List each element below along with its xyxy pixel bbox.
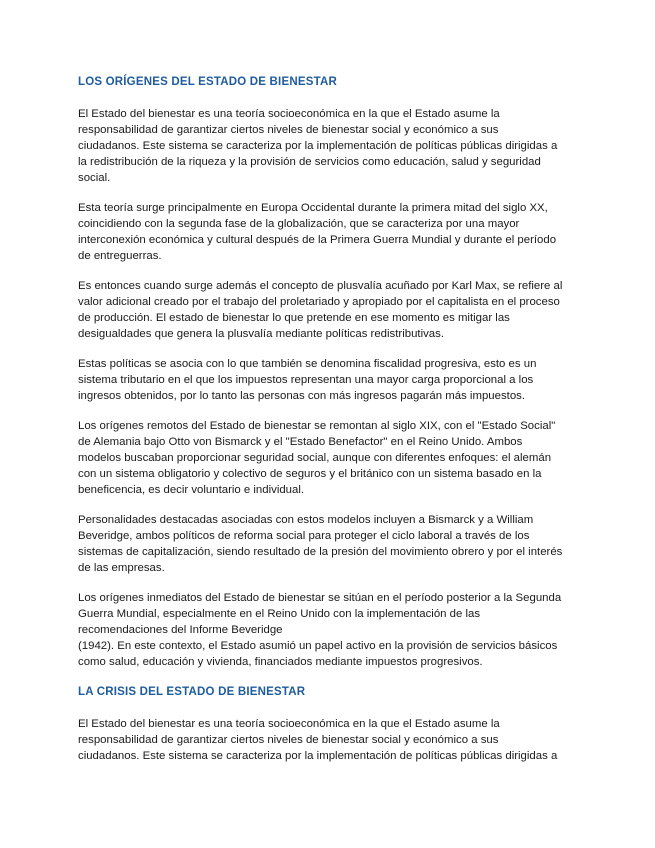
paragraph xyxy=(78,716,578,764)
text-line: con un sistema obligatorio y colectivo de seguros y el británico con un sistema basado en la xyxy=(78,468,542,480)
text-line: Beveridge, ambos políticos de reforma social para proteger el ciclo laboral a través de los xyxy=(78,530,530,542)
paragraph xyxy=(78,590,578,670)
text-line: sistema tributario en el que los impuestos representan una mayor carga proporcional a los xyxy=(78,374,534,386)
text-line: El Estado del bienestar es una teoría socioeconómica en la que el Estado asume la xyxy=(78,718,500,730)
text-line: Esta teoría surge principalmente en Europa Occidental durante la primera mitad del siglo XX, xyxy=(78,202,548,214)
text-line: de Alemania bajo Otto von Bismarck y el "Estado Benefactor" en el Reino Unido. Ambos xyxy=(78,436,523,448)
text-line: sistemas de capitalización, siendo resultado de la presión del movimiento obrero y por el interés xyxy=(78,546,563,558)
text-line: ciudadanos. Este sistema se caracteriza por la implementación de políticas públicas dirigidas a xyxy=(78,750,558,762)
text-line: Los orígenes remotos del Estado de bienestar se remontan al siglo XIX, con el "Estado Social" xyxy=(78,420,556,432)
text-line: de entreguerras. xyxy=(78,250,162,262)
text-line: valor adicional creado por el trabajo del proletariado y apropiado por el capitalista en el proceso xyxy=(78,296,560,308)
text-line: coincidiendo con la segunda fase de la globalización, que se caracteriza por una mayor xyxy=(78,218,520,230)
text-line: recomendaciones del Informe Beveridge xyxy=(78,624,283,636)
text-line: ingresos obtenidos, por lo tanto las personas con más ingresos pagarán más impuestos. xyxy=(78,390,526,402)
text-line: desigualdades que genera la plusvalía mediante políticas redistributivas. xyxy=(78,328,444,340)
text-line: modelos buscaban proporcionar seguridad social, aunque con diferentes enfoques: el alemán xyxy=(78,452,552,464)
section-heading-origins: LOS ORÍGENES DEL ESTADO DE BIENESTAR xyxy=(78,76,337,88)
text-line: interconexión económica y cultural después de la Primera Guerra Mundial y durante el período xyxy=(78,234,557,246)
text-line: de las empresas. xyxy=(78,562,165,574)
document-body xyxy=(78,74,578,764)
text-line: beneficencia, es decir voluntario e individual. xyxy=(78,484,305,496)
paragraph xyxy=(78,200,578,264)
text-line: de producción. El estado de bienestar lo que pretende en ese momento es mitigar las xyxy=(78,312,510,324)
section-heading-crisis: LA CRISIS DEL ESTADO DE BIENESTAR xyxy=(78,686,306,698)
text-line: ciudadanos. Este sistema se caracteriza por la implementación de políticas públicas dirigidas a xyxy=(78,140,558,152)
paragraph xyxy=(78,278,578,342)
text-line: responsabilidad de garantizar ciertos niveles de bienestar social y económico a sus xyxy=(78,734,499,746)
paragraph xyxy=(78,106,578,186)
text-line: (1942). En este contexto, el Estado asumió un papel activo en la provisión de servicios básicos xyxy=(78,640,558,652)
text-line: Estas políticas se asocia con lo que también se denomina fiscalidad progresiva, esto es un xyxy=(78,358,537,370)
paragraph xyxy=(78,418,578,498)
text-line: la redistribución de la riqueza y la provisión de servicios como educación, salud y seguridad xyxy=(78,156,541,168)
text-line: Es entonces cuando surge además el concepto de plusvalía acuñado por Karl Max, se refiere al xyxy=(78,280,563,292)
text-line: como salud, educación y vivienda, financiados mediante impuestos progresivos. xyxy=(78,656,483,668)
text-line: Guerra Mundial, especialmente en el Reino Unido con la implementación de las xyxy=(78,608,481,620)
paragraph xyxy=(78,356,578,404)
text-line: social. xyxy=(78,172,111,184)
text-line: El Estado del bienestar es una teoría socioeconómica en la que el Estado asume la xyxy=(78,108,500,120)
paragraph xyxy=(78,512,578,576)
text-line: Los orígenes inmediatos del Estado de bienestar se sitúan en el período posterior a la Segunda xyxy=(78,592,562,604)
text-line: responsabilidad de garantizar ciertos niveles de bienestar social y económico a sus xyxy=(78,124,499,136)
text-line: Personalidades destacadas asociadas con estos modelos incluyen a Bismarck y a William xyxy=(78,514,534,526)
